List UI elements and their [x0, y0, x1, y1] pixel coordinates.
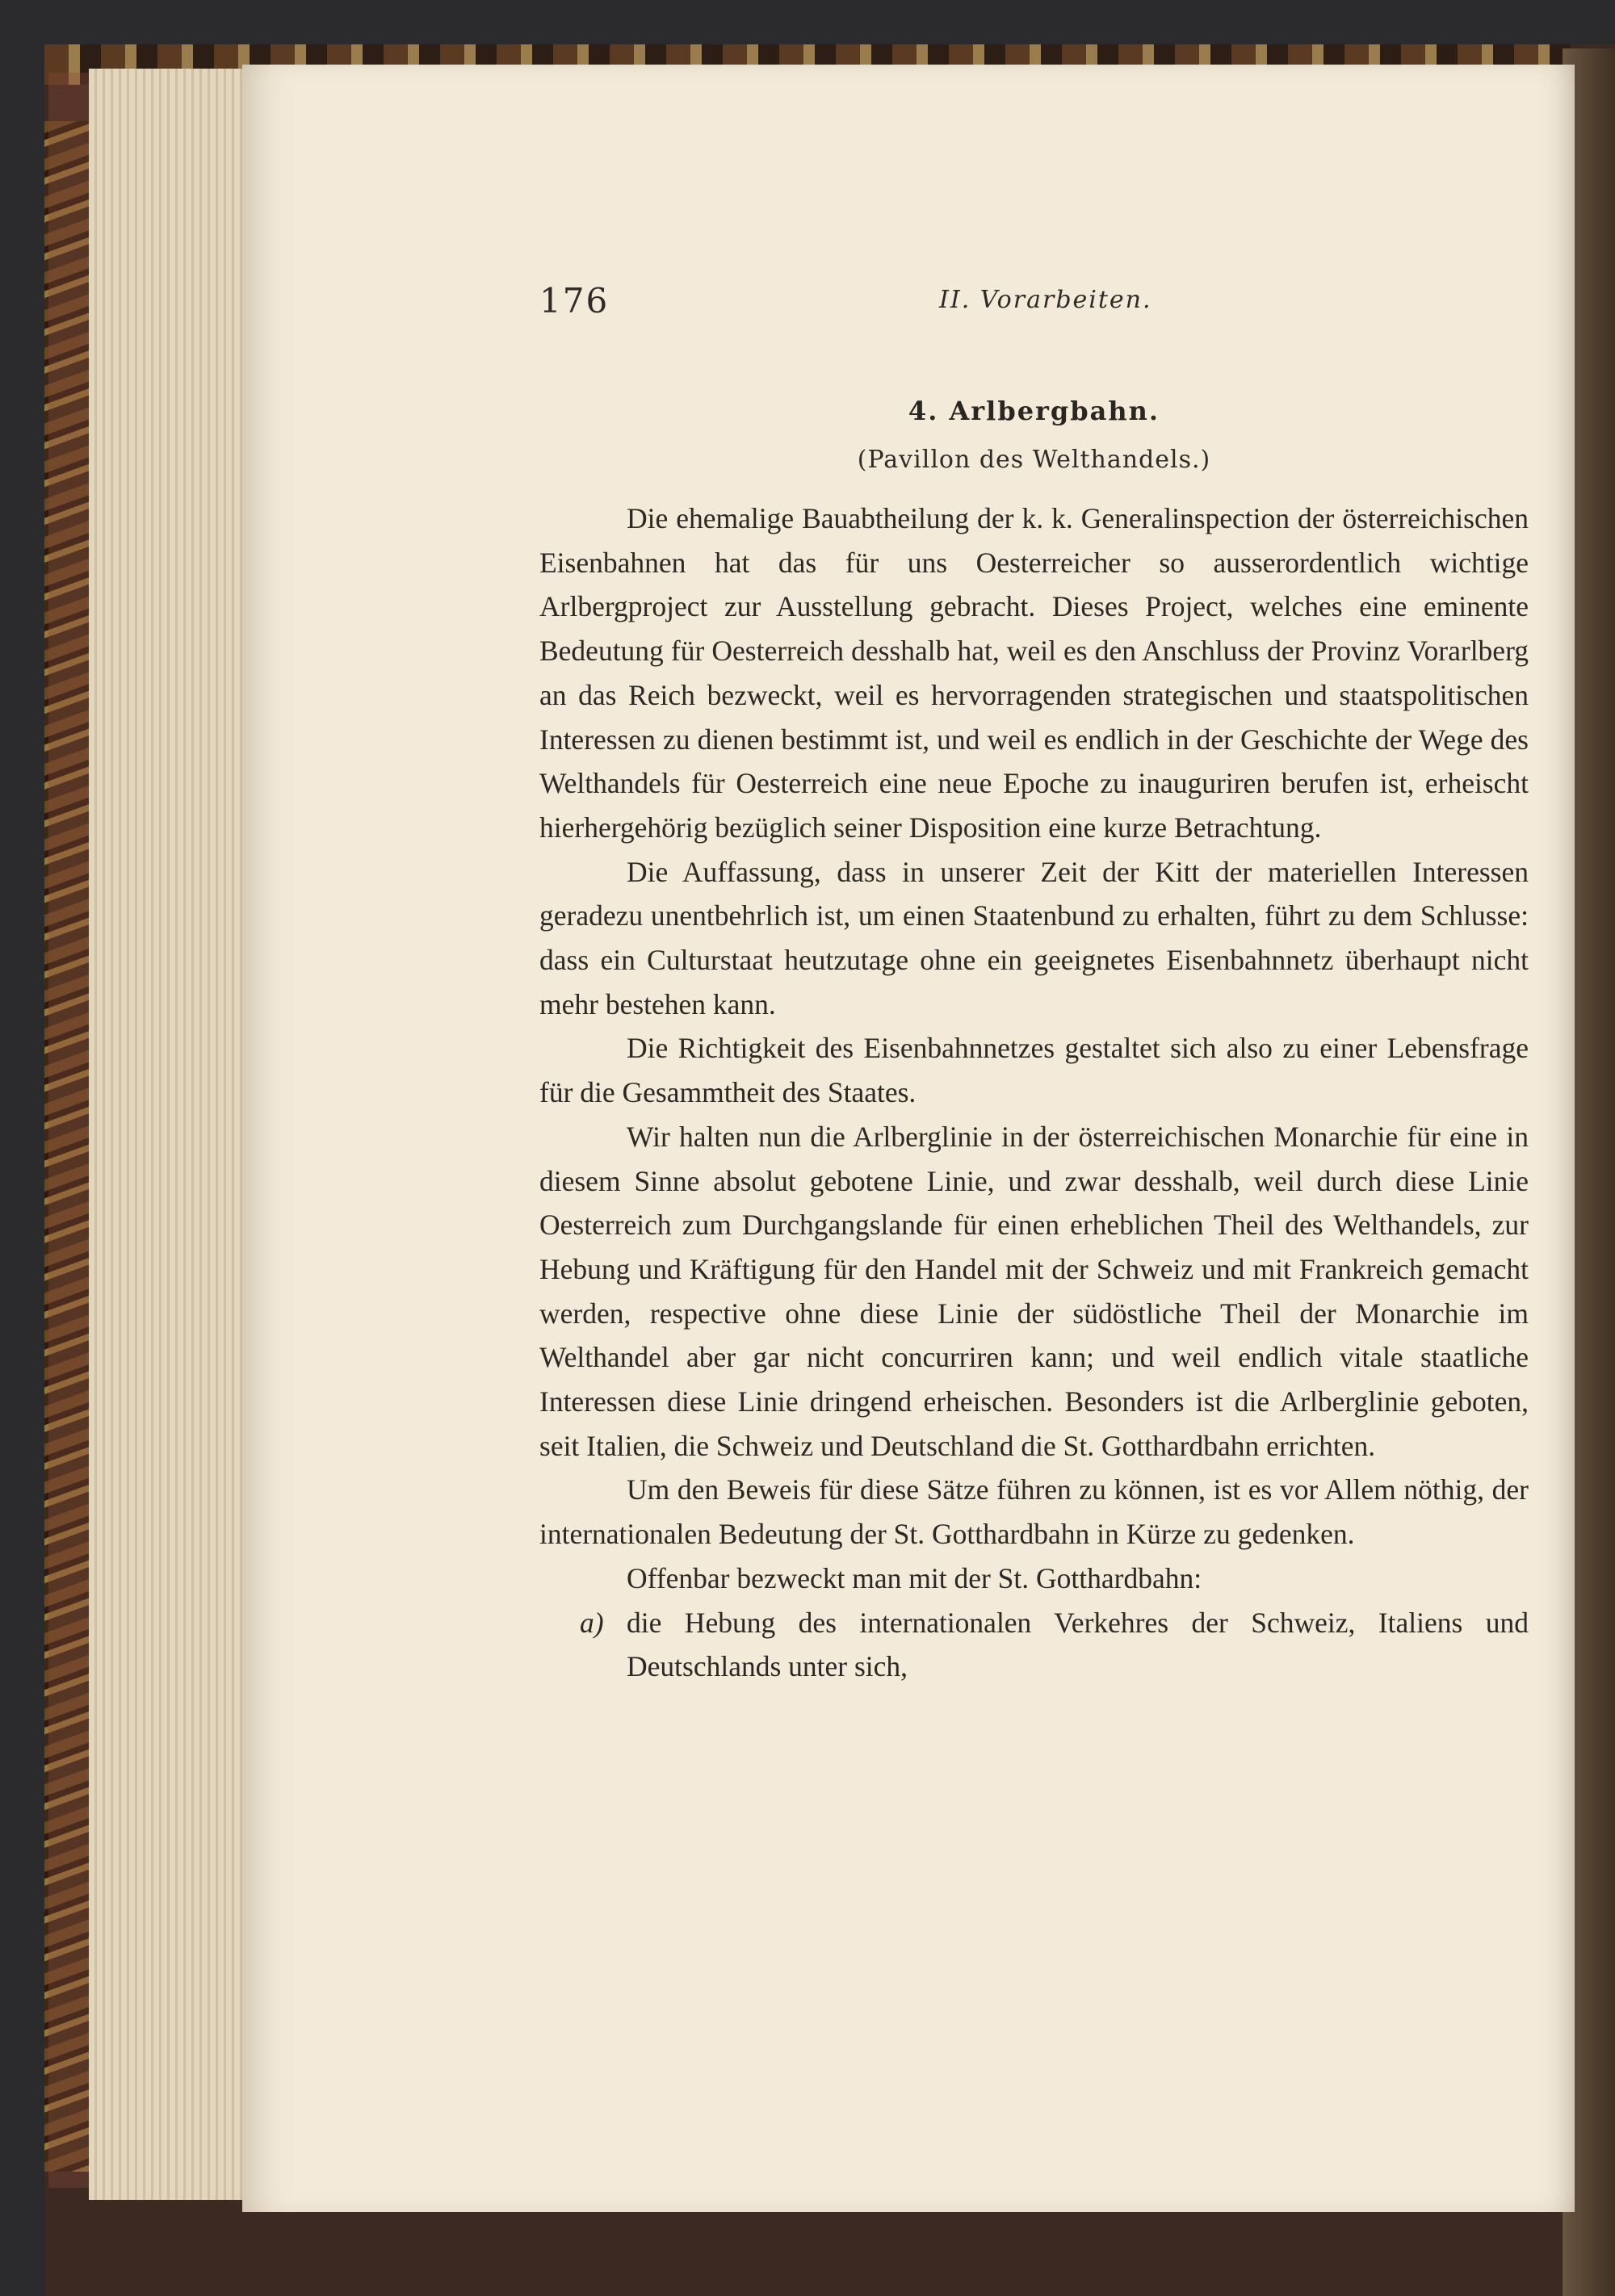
paragraph: Die Auffassung, dass in unserer Zeit der Kitt der materiellen Interessen geradezu unentbehrlich ist, um einen Staatenbund zu erhalten, führt zu dem Schlusse: dass ein Culturstaat heutzutage ohne ein geeignetes Eisenbahnnetz überhaupt nicht mehr bestehen kann.	[539, 855, 1529, 1020]
running-head: II. Vorarbeiten.	[939, 286, 1152, 314]
section-heading: 4. Arlbergbahn.	[908, 396, 1160, 426]
page-number: 176	[539, 281, 610, 321]
page-header	[539, 266, 1529, 321]
list-item-text: die Hebung des internationalen Verkehres der Schweiz, Italiens und Deutschlands unter sich,	[627, 1606, 1529, 1683]
paragraph: Die Richtigkeit des Eisenbahnnetzes gestaltet sich also zu einer Lebensfrage für die Gesammtheit des Staates.	[539, 1032, 1529, 1109]
list-label: a)	[580, 1606, 604, 1639]
paragraph: Wir halten nun die Arlberglinie in der österreichischen Monarchie für eine in diesem Sinne absolut gebotene Linie, und zwar desshalb, weil durch diese Linie Oesterreich zum Durchgangslande für einen erheblichen Theil des Welthandels, zur Hebung und Kräftigung für den Handel mit der Schweiz und mit Frankreich gemacht werden, respective ohne diese Linie der südöstliche Theil der Monarchie im Welthandel aber gar nicht concurriren kann; und weil endlich vitale staatliche Interessen diese Linie dringend erheischen. Besonders ist die Arlberglinie geboten, seit Italien, die Schweiz und Deutschland die St. Gotthardbahn errichten.	[539, 1120, 1529, 1462]
paragraph: Um den Beweis für diese Sätze führen zu können, ist es vor Allem nöthig, der internationalen Bedeutung der St. Gotthardbahn in Kürze zu gedenken.	[539, 1473, 1529, 1551]
page-stack	[89, 69, 252, 2200]
paragraph: Die ehemalige Bauabtheilung der k. k. Generalinspection der österreichischen Eisenbahnen hat das für uns Oesterreicher so ausserordentlich wichtige Arlbergproject zur Ausstellung gebracht. Dieses Project, welches eine eminente Bedeutung für Oesterreich desshalb hat, weil es den Anschluss der Provinz Vorarlberg an das Reich bezweckt, weil es hervorragenden strategischen und staatspolitischen Interessen zu dienen bestimmt ist, und weil es endlich in der Geschichte der Wege des Welthandels für Oesterreich eine neue Epoche zu inauguriren berufen ist, erheischt hierhergehörig bezüglich seiner Disposition eine kurze Betrachtung.	[539, 502, 1529, 844]
section-subheading: (Pavillon des Welthandels.)	[857, 446, 1211, 474]
paragraph: Offenbar bezweckt man mit der St. Gotthardbahn:	[627, 1561, 1202, 1594]
list-item	[539, 1601, 1529, 1689]
body-text	[539, 496, 1529, 1689]
